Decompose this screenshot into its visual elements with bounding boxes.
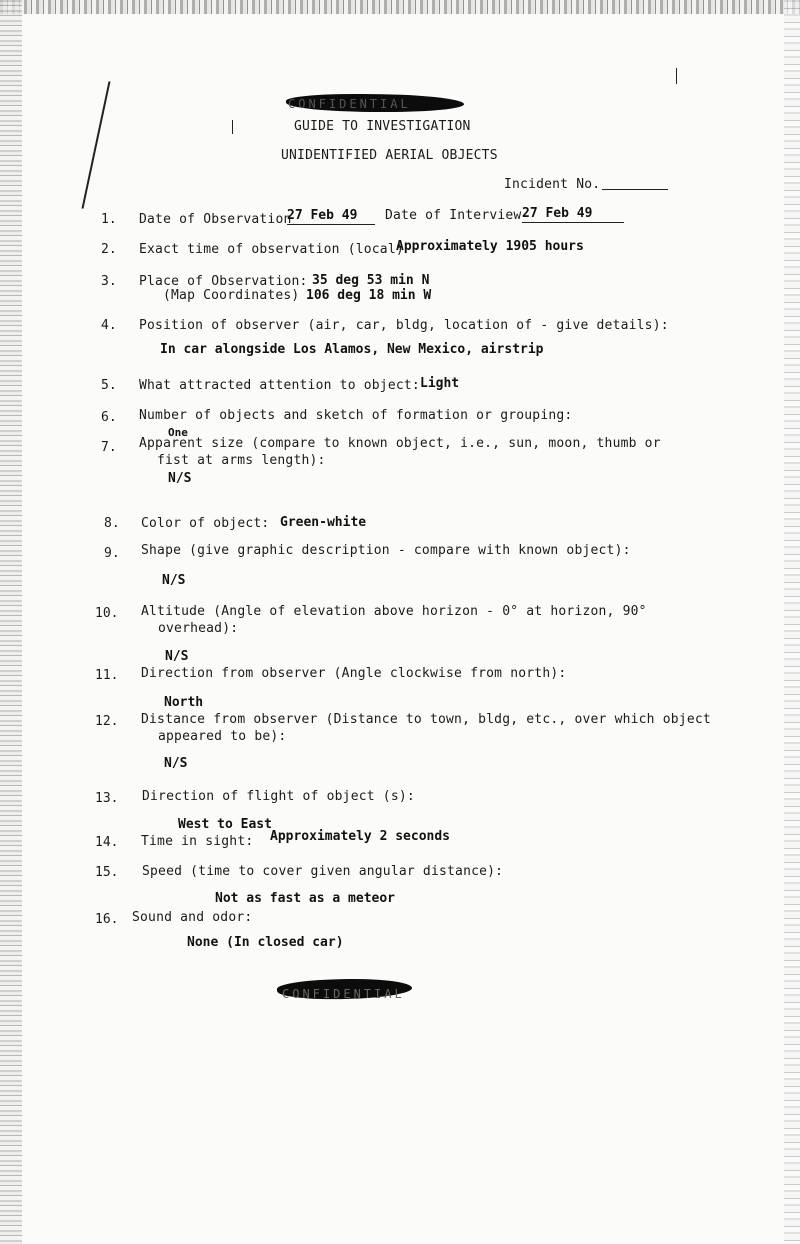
observation-time-value: Approximately 1905 hours <box>396 239 584 254</box>
item-number: 11. <box>95 668 119 683</box>
scan-edge-right <box>784 0 800 1244</box>
item-label-continued: fist at arms length): <box>157 453 326 468</box>
item-label: What attracted attention to object: <box>139 378 420 393</box>
item-label: Apparent size (compare to known object, i.e., sun, moon, thumb or <box>139 436 661 451</box>
distance-value: N/S <box>164 756 188 771</box>
footer-classification-stamp: CONFIDENTIAL <box>282 987 405 1001</box>
item-number: 13. <box>95 791 119 806</box>
scan-mark <box>82 81 111 209</box>
item-number: 7. <box>101 440 117 455</box>
apparent-size-value: N/S <box>168 471 192 486</box>
object-count-value: One <box>168 426 188 439</box>
item-number: 9. <box>104 546 120 561</box>
item-label: Color of object: <box>141 516 270 531</box>
item-number: 5. <box>101 378 117 393</box>
classification-stamp: CONFIDENTIAL <box>288 97 411 111</box>
item-number: 16. <box>95 912 119 927</box>
flight-direction-value: West to East <box>178 817 272 832</box>
attention-value: Light <box>420 376 460 391</box>
direction-value: North <box>164 695 204 710</box>
form-subtitle: UNIDENTIFIED AERIAL OBJECTS <box>281 148 498 163</box>
item-label: Direction of flight of object (s): <box>142 789 415 804</box>
scan-edge-top <box>0 0 800 14</box>
item-label-continued: overhead): <box>158 621 239 636</box>
item-label: Sound and odor: <box>132 910 253 925</box>
item-label-continued: appeared to be): <box>158 729 287 744</box>
scan-edge-left <box>0 0 22 1244</box>
item-label: Speed (time to cover given angular distance): <box>142 864 504 879</box>
item-label: Date of Interview <box>385 208 522 223</box>
item-label: Exact time of observation (local) <box>139 242 404 257</box>
item-sublabel: (Map Coordinates) <box>163 288 300 303</box>
speed-value: Not as fast as a meteor <box>215 891 396 906</box>
incident-number-line <box>602 189 668 190</box>
shape-value: N/S <box>162 573 186 588</box>
sound-odor-value: None (In closed car) <box>187 935 344 950</box>
form-title: GUIDE TO INVESTIGATION <box>294 119 471 134</box>
item-number: 8. <box>104 516 120 531</box>
item-label: Shape (give graphic description - compare with known object): <box>141 543 631 558</box>
item-number: 15. <box>95 865 119 880</box>
item-number: 3. <box>101 274 117 289</box>
scan-mark <box>676 68 677 84</box>
time-in-sight-value: Approximately 2 seconds <box>270 829 451 844</box>
item-number: 6. <box>101 410 117 425</box>
scan-mark <box>232 120 233 134</box>
item-label: Place of Observation: <box>139 274 308 289</box>
item-label: Distance from observer (Distance to town, bldg, etc., over which object <box>141 712 711 727</box>
item-number: 12. <box>95 714 119 729</box>
item-label: Date of Observation <box>139 212 292 227</box>
item-label: Direction from observer (Angle clockwise from north): <box>141 666 567 681</box>
observation-date-value: 27 Feb 49 <box>287 208 375 225</box>
incident-label: Incident No. <box>504 177 601 192</box>
item-label: Number of objects and sketch of formation or grouping: <box>139 408 573 423</box>
item-label: Altitude (Angle of elevation above horizon - 0° at horizon, 90° <box>141 604 647 619</box>
item-label: Position of observer (air, car, bldg, location of - give details): <box>139 318 669 333</box>
item-number: 4. <box>101 318 117 333</box>
latitude-value: 35 deg 53 min N <box>312 273 430 288</box>
altitude-value: N/S <box>165 649 189 664</box>
longitude-value: 106 deg 18 min W <box>306 288 432 303</box>
item-number: 1. <box>101 212 117 227</box>
color-value: Green-white <box>280 515 367 530</box>
item-number: 14. <box>95 835 119 850</box>
observer-position-value: In car alongside Los Alamos, New Mexico, airstrip <box>160 342 544 357</box>
item-number: 10. <box>95 606 119 621</box>
interview-date-value: 27 Feb 49 <box>522 206 624 223</box>
item-label: Time in sight: <box>141 834 254 849</box>
item-number: 2. <box>101 242 117 257</box>
